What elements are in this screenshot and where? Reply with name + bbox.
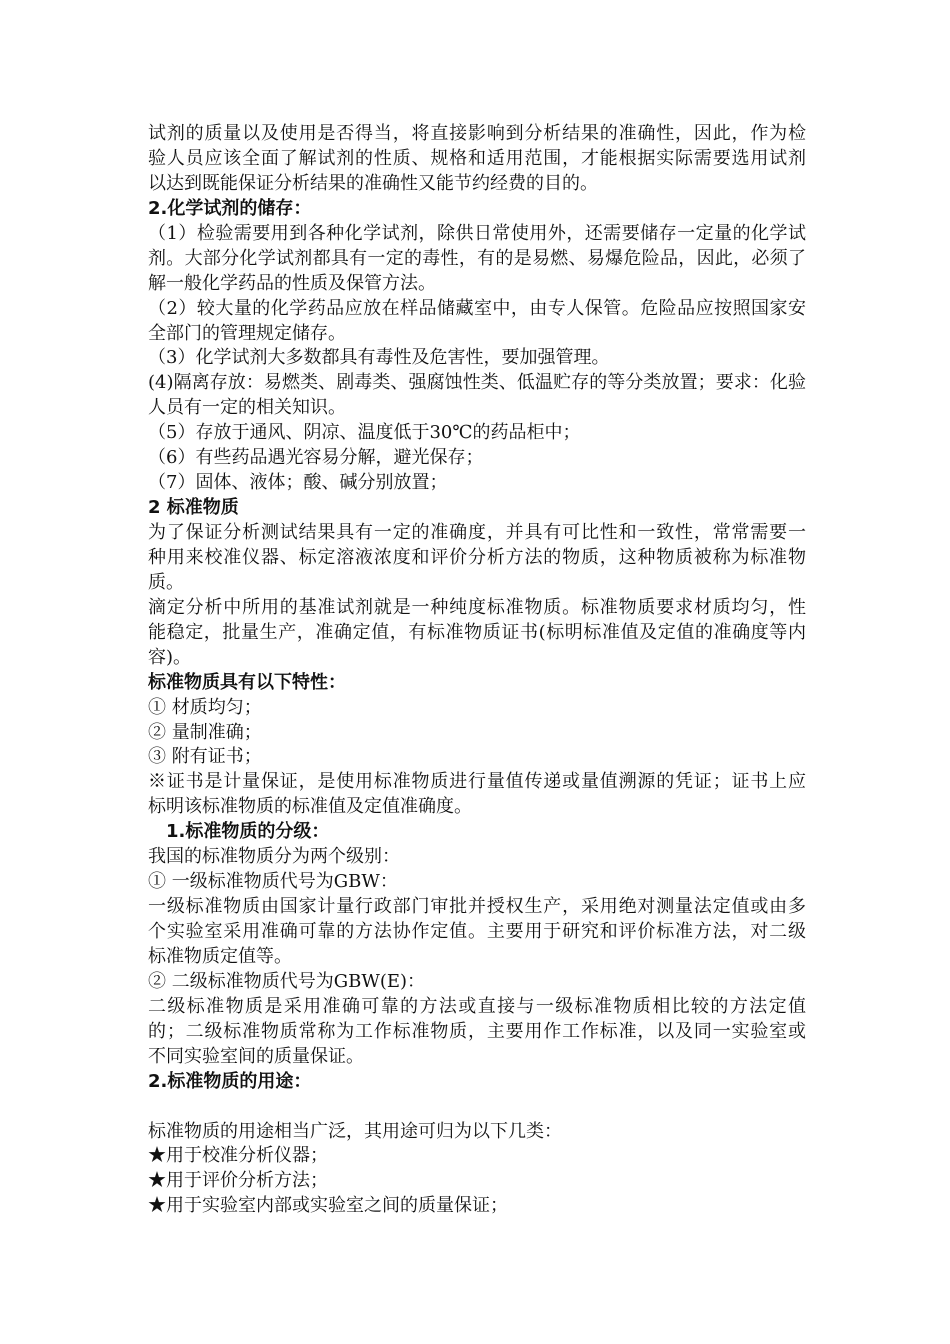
text-line: 一级标准物质由国家计量行政部门审批并授权生产，采用绝对测量法定值或由多 — [148, 896, 806, 918]
text-line: 容)。 — [148, 646, 192, 668]
text-line: ① 材质均匀； — [148, 696, 262, 718]
text-line — [148, 1095, 806, 1120]
text-line: 以达到既能保证分析结果的准确性又能节约经费的目的。 — [148, 172, 598, 194]
text-line: ★用于评价分析方法； — [148, 1170, 328, 1192]
text-line: 滴定分析中所用的基准试剂就是一种纯度标准物质。标准物质要求材质均匀，性 — [148, 596, 806, 618]
text-line: （7）固体、液体；酸、碱分别放置； — [148, 472, 448, 494]
text-line: （2）较大量的化学药品应放在样品储藏室中，由专人保管。危险品应按照国家安 — [148, 297, 806, 319]
text-line: 质。 — [148, 571, 184, 593]
text-line: 人员有一定的相关知识。 — [148, 397, 346, 419]
text-line: ② 二级标准物质代号为GBW(E)： — [148, 970, 426, 992]
section-heading: 2.标准物质的用途： — [148, 1070, 312, 1092]
text-line: 全部门的管理规定储存。 — [148, 322, 346, 344]
text-line: ★用于实验室内部或实验室之间的质量保证； — [148, 1195, 508, 1217]
section-heading: 标准物质具有以下特性： — [148, 671, 346, 693]
text-line: 试剂的质量以及使用是否得当，将直接影响到分析结果的准确性，因此，作为检 — [148, 123, 806, 144]
text-line: ★用于校准分析仪器； — [148, 1145, 328, 1167]
text-line: 标明该标准物质的标准值及定值准确度。 — [148, 796, 472, 818]
text-line: ※证书是计量保证，是使用标准物质进行量值传递或量值溯源的凭证；证书上应 — [148, 771, 806, 793]
text-line: （6）有些药品遇光容易分解，避光保存； — [148, 447, 484, 469]
text-line: 个实验室采用准确可靠的方法协作定值。主要用于研究和评价标准方法，对二级 — [148, 921, 806, 942]
text-line: 能稳定，批量生产，准确定值，有标准物质证书(标明标准值及定值的准确度等内 — [148, 621, 806, 643]
text-line: 二级标准物质是采用准确可靠的方法或直接与一级标准物质相比较的方法定值 — [148, 995, 806, 1017]
text-line: 种用来校准仪器、标定溶液浓度和评价分析方法的物质，这种物质被称为标准物 — [148, 546, 806, 568]
document-body — [148, 122, 806, 1219]
text-line: （3）化学试剂大多数都具有毒性及危害性，要加强管理。 — [148, 347, 610, 369]
text-line: 解一般化学药品的性质及保管方法。 — [148, 272, 436, 294]
section-heading: 2.化学试剂的储存： — [148, 197, 312, 219]
text-line: ① 一级标准物质代号为GBW： — [148, 871, 398, 893]
text-line: 为了保证分析测试结果具有一定的准确度，并具有可比性和一致性，常常需要一 — [148, 522, 806, 543]
text-line: 验人员应该全面了解试剂的性质、规格和适用范围，才能根据实际需要选用试剂 — [148, 147, 806, 169]
text-line: ② 量制准确； — [148, 721, 262, 743]
text-line: 标准物质的用途相当广泛，其用途可归为以下几类： — [148, 1120, 562, 1142]
text-line: 我国的标准物质分为两个级别： — [148, 846, 400, 868]
text-line: 标准物质定值等。 — [148, 945, 292, 967]
section-heading: 1.标准物质的分级： — [166, 821, 330, 843]
section-heading: 2 标准物质 — [148, 497, 239, 519]
text-line: 的；二级标准物质常称为工作标准物质，主要用作工作标准，以及同一实验室或 — [148, 1020, 806, 1042]
text-line: （5）存放于通风、阴凉、温度低于30℃的药品柜中； — [148, 422, 581, 444]
text-line: （1）检验需要用到各种化学试剂，除供日常使用外，还需要储存一定量的化学试 — [148, 222, 806, 244]
text-line: 剂。大部分化学试剂都具有一定的毒性，有的是易燃、易爆危险品，因此，必须了 — [148, 247, 806, 269]
text-line: 不同实验室间的质量保证。 — [148, 1045, 364, 1067]
text-line: ③ 附有证书； — [148, 746, 262, 768]
text-line: (4)隔离存放：易燃类、剧毒类、强腐蚀性类、低温贮存的等分类放置；要求：化验 — [148, 372, 806, 394]
